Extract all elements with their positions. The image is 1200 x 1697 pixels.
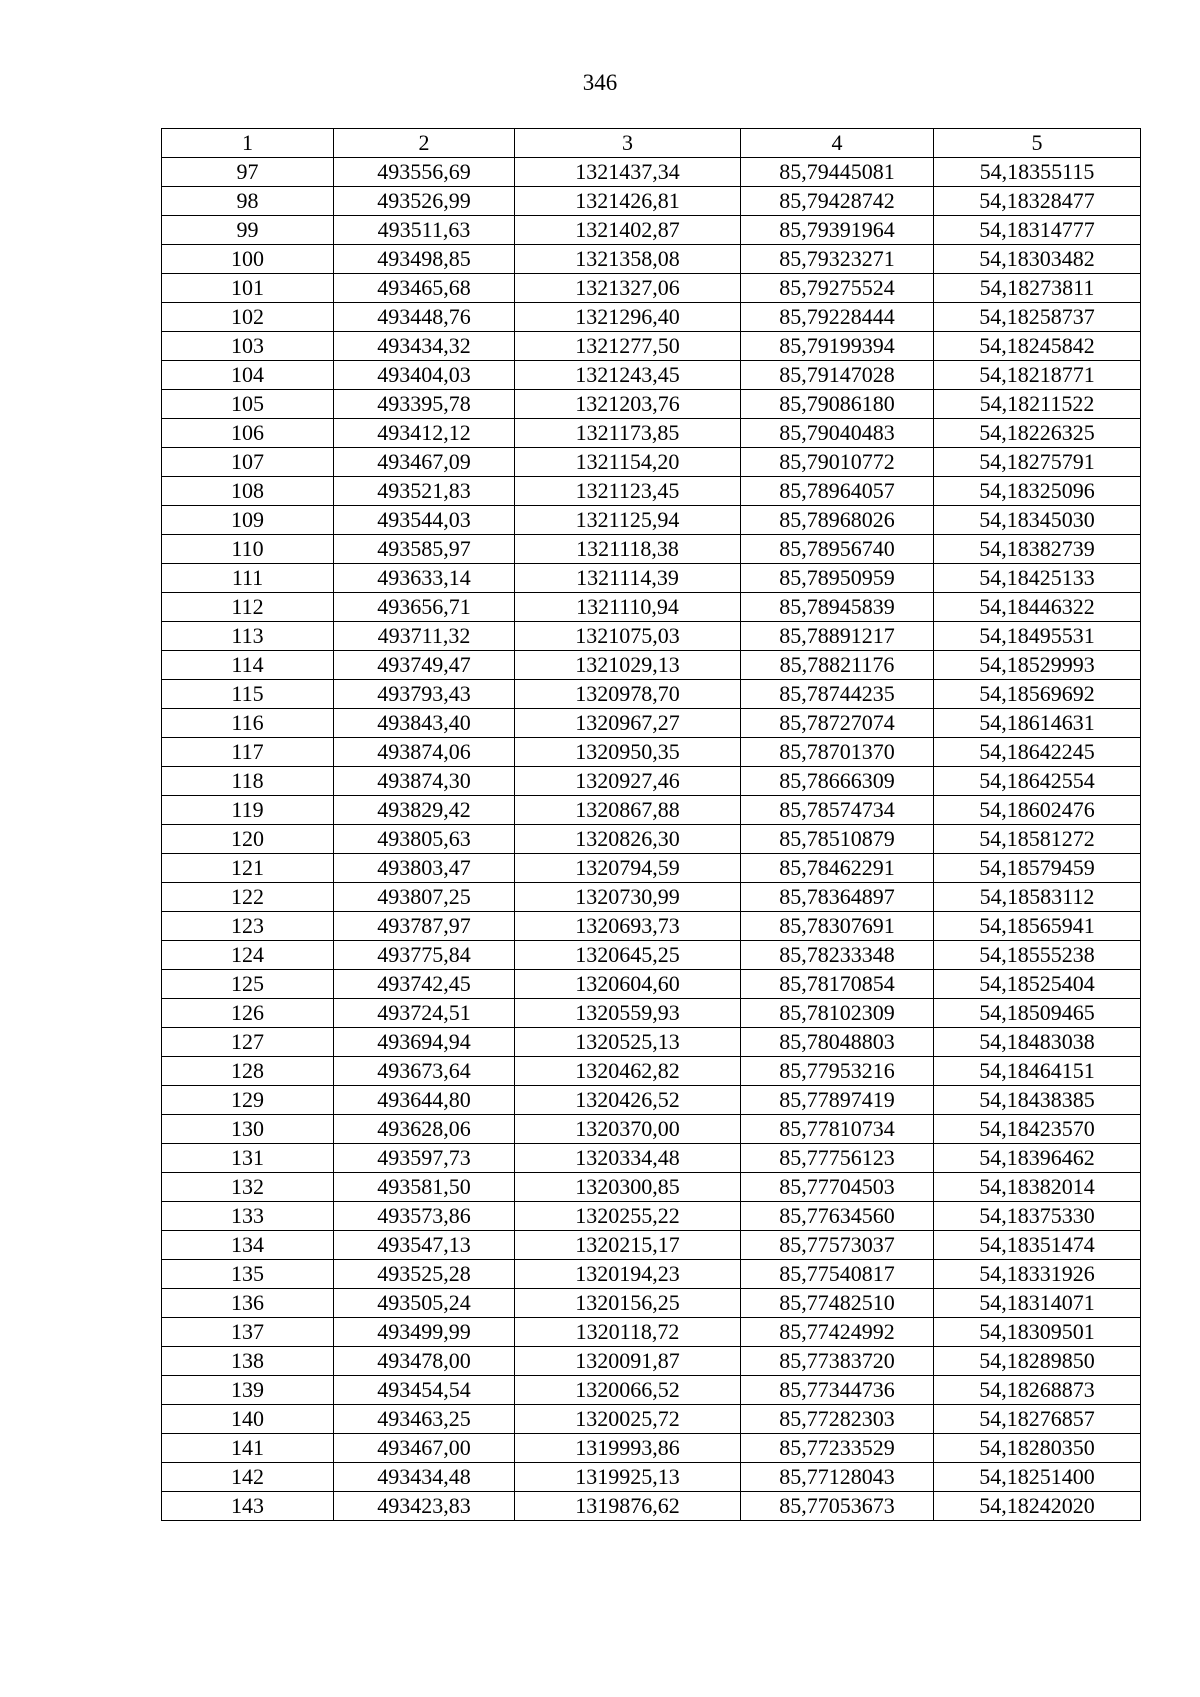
table-row <box>162 796 1141 825</box>
longitude-cell: 85,78945839 <box>741 593 934 622</box>
y-coordinate-cell: 1321118,38 <box>515 535 741 564</box>
point-number-cell: 116 <box>162 709 334 738</box>
latitude-cell: 54,18245842 <box>934 332 1141 361</box>
latitude-cell: 54,18602476 <box>934 796 1141 825</box>
x-coordinate-cell: 493547,13 <box>334 1231 515 1260</box>
latitude-cell: 54,18276857 <box>934 1405 1141 1434</box>
point-number-cell: 114 <box>162 651 334 680</box>
latitude-cell: 54,18529993 <box>934 651 1141 680</box>
latitude-cell: 54,18642554 <box>934 767 1141 796</box>
x-coordinate-cell: 493711,32 <box>334 622 515 651</box>
point-number-cell: 120 <box>162 825 334 854</box>
latitude-cell: 54,18211522 <box>934 390 1141 419</box>
point-number-cell: 129 <box>162 1086 334 1115</box>
latitude-cell: 54,18355115 <box>934 158 1141 187</box>
point-number-cell: 136 <box>162 1289 334 1318</box>
latitude-cell: 54,18423570 <box>934 1115 1141 1144</box>
latitude-cell: 54,18303482 <box>934 245 1141 274</box>
y-coordinate-cell: 1320091,87 <box>515 1347 741 1376</box>
longitude-cell: 85,78701370 <box>741 738 934 767</box>
longitude-cell: 85,77540817 <box>741 1260 934 1289</box>
y-coordinate-cell: 1321437,34 <box>515 158 741 187</box>
table-row <box>162 448 1141 477</box>
point-number-cell: 142 <box>162 1463 334 1492</box>
latitude-cell: 54,18331926 <box>934 1260 1141 1289</box>
y-coordinate-cell: 1320730,99 <box>515 883 741 912</box>
point-number-cell: 135 <box>162 1260 334 1289</box>
y-coordinate-cell: 1321154,20 <box>515 448 741 477</box>
y-coordinate-cell: 1321110,94 <box>515 593 741 622</box>
y-coordinate-cell: 1320255,22 <box>515 1202 741 1231</box>
table-row <box>162 361 1141 390</box>
x-coordinate-cell: 493807,25 <box>334 883 515 912</box>
x-coordinate-cell: 493465,68 <box>334 274 515 303</box>
table-row <box>162 680 1141 709</box>
table-row <box>162 274 1141 303</box>
x-coordinate-cell: 493454,54 <box>334 1376 515 1405</box>
latitude-cell: 54,18218771 <box>934 361 1141 390</box>
latitude-cell: 54,18314777 <box>934 216 1141 245</box>
point-number-cell: 103 <box>162 332 334 361</box>
point-number-cell: 99 <box>162 216 334 245</box>
table-row <box>162 854 1141 883</box>
table-row <box>162 1347 1141 1376</box>
x-coordinate-cell: 493404,03 <box>334 361 515 390</box>
x-coordinate-cell: 493526,99 <box>334 187 515 216</box>
table-row <box>162 506 1141 535</box>
y-coordinate-cell: 1321296,40 <box>515 303 741 332</box>
latitude-cell: 54,18273811 <box>934 274 1141 303</box>
longitude-cell: 85,77953216 <box>741 1057 934 1086</box>
table-row <box>162 158 1141 187</box>
x-coordinate-cell: 493633,14 <box>334 564 515 593</box>
point-number-cell: 122 <box>162 883 334 912</box>
x-coordinate-cell: 493556,69 <box>334 158 515 187</box>
x-coordinate-cell: 493775,84 <box>334 941 515 970</box>
longitude-cell: 85,77282303 <box>741 1405 934 1434</box>
x-coordinate-cell: 493525,28 <box>334 1260 515 1289</box>
table-row <box>162 535 1141 564</box>
longitude-cell: 85,79391964 <box>741 216 934 245</box>
x-coordinate-cell: 493423,83 <box>334 1492 515 1521</box>
y-coordinate-cell: 1319876,62 <box>515 1492 741 1521</box>
longitude-cell: 85,77053673 <box>741 1492 934 1521</box>
x-coordinate-cell: 493434,32 <box>334 332 515 361</box>
table-row <box>162 419 1141 448</box>
longitude-cell: 85,77634560 <box>741 1202 934 1231</box>
point-number-cell: 104 <box>162 361 334 390</box>
latitude-cell: 54,18325096 <box>934 477 1141 506</box>
table-row <box>162 999 1141 1028</box>
x-coordinate-cell: 493656,71 <box>334 593 515 622</box>
longitude-cell: 85,79228444 <box>741 303 934 332</box>
table-row <box>162 912 1141 941</box>
longitude-cell: 85,79275524 <box>741 274 934 303</box>
longitude-cell: 85,78102309 <box>741 999 934 1028</box>
y-coordinate-cell: 1320194,23 <box>515 1260 741 1289</box>
table-row <box>162 1318 1141 1347</box>
latitude-cell: 54,18425133 <box>934 564 1141 593</box>
x-coordinate-cell: 493644,80 <box>334 1086 515 1115</box>
x-coordinate-cell: 493628,06 <box>334 1115 515 1144</box>
point-number-cell: 115 <box>162 680 334 709</box>
y-coordinate-cell: 1321123,45 <box>515 477 741 506</box>
latitude-cell: 54,18280350 <box>934 1434 1141 1463</box>
point-number-cell: 124 <box>162 941 334 970</box>
table-row <box>162 767 1141 796</box>
point-number-cell: 140 <box>162 1405 334 1434</box>
table-row <box>162 564 1141 593</box>
y-coordinate-cell: 1320927,46 <box>515 767 741 796</box>
longitude-cell: 85,79147028 <box>741 361 934 390</box>
table-row <box>162 390 1141 419</box>
point-number-cell: 123 <box>162 912 334 941</box>
latitude-cell: 54,18382014 <box>934 1173 1141 1202</box>
y-coordinate-cell: 1320867,88 <box>515 796 741 825</box>
x-coordinate-cell: 493505,24 <box>334 1289 515 1318</box>
point-number-cell: 118 <box>162 767 334 796</box>
x-coordinate-cell: 493843,40 <box>334 709 515 738</box>
longitude-cell: 85,78170854 <box>741 970 934 999</box>
longitude-cell: 85,78891217 <box>741 622 934 651</box>
longitude-cell: 85,77383720 <box>741 1347 934 1376</box>
y-coordinate-cell: 1321402,87 <box>515 216 741 245</box>
y-coordinate-cell: 1320300,85 <box>515 1173 741 1202</box>
y-coordinate-cell: 1320559,93 <box>515 999 741 1028</box>
longitude-cell: 85,79323271 <box>741 245 934 274</box>
point-number-cell: 131 <box>162 1144 334 1173</box>
x-coordinate-cell: 493793,43 <box>334 680 515 709</box>
x-coordinate-cell: 493521,83 <box>334 477 515 506</box>
y-coordinate-cell: 1320645,25 <box>515 941 741 970</box>
x-coordinate-cell: 493467,09 <box>334 448 515 477</box>
table-row <box>162 738 1141 767</box>
x-coordinate-cell: 493874,30 <box>334 767 515 796</box>
y-coordinate-cell: 1320525,13 <box>515 1028 741 1057</box>
x-coordinate-cell: 493395,78 <box>334 390 515 419</box>
longitude-cell: 85,78744235 <box>741 680 934 709</box>
latitude-cell: 54,18464151 <box>934 1057 1141 1086</box>
point-number-cell: 113 <box>162 622 334 651</box>
x-coordinate-cell: 493585,97 <box>334 535 515 564</box>
y-coordinate-cell: 1321277,50 <box>515 332 741 361</box>
longitude-cell: 85,78574734 <box>741 796 934 825</box>
y-coordinate-cell: 1320967,27 <box>515 709 741 738</box>
table-row <box>162 883 1141 912</box>
point-number-cell: 97 <box>162 158 334 187</box>
table-row <box>162 593 1141 622</box>
point-number-cell: 101 <box>162 274 334 303</box>
longitude-cell: 85,78821176 <box>741 651 934 680</box>
table-header <box>162 129 1141 158</box>
y-coordinate-cell: 1320604,60 <box>515 970 741 999</box>
y-coordinate-cell: 1320978,70 <box>515 680 741 709</box>
table-row <box>162 622 1141 651</box>
column-header: 4 <box>741 129 934 158</box>
y-coordinate-cell: 1320118,72 <box>515 1318 741 1347</box>
latitude-cell: 54,18226325 <box>934 419 1141 448</box>
point-number-cell: 108 <box>162 477 334 506</box>
x-coordinate-cell: 493499,99 <box>334 1318 515 1347</box>
y-coordinate-cell: 1319925,13 <box>515 1463 741 1492</box>
x-coordinate-cell: 493673,64 <box>334 1057 515 1086</box>
column-header: 3 <box>515 129 741 158</box>
table-row <box>162 303 1141 332</box>
table-row <box>162 1289 1141 1318</box>
longitude-cell: 85,78727074 <box>741 709 934 738</box>
x-coordinate-cell: 493787,97 <box>334 912 515 941</box>
y-coordinate-cell: 1320950,35 <box>515 738 741 767</box>
table-row <box>162 1202 1141 1231</box>
x-coordinate-cell: 493742,45 <box>334 970 515 999</box>
point-number-cell: 98 <box>162 187 334 216</box>
longitude-cell: 85,77810734 <box>741 1115 934 1144</box>
longitude-cell: 85,77704503 <box>741 1173 934 1202</box>
x-coordinate-cell: 493581,50 <box>334 1173 515 1202</box>
point-number-cell: 128 <box>162 1057 334 1086</box>
x-coordinate-cell: 493803,47 <box>334 854 515 883</box>
y-coordinate-cell: 1321327,06 <box>515 274 741 303</box>
longitude-cell: 85,77128043 <box>741 1463 934 1492</box>
latitude-cell: 54,18375330 <box>934 1202 1141 1231</box>
table-body <box>162 158 1141 1521</box>
x-coordinate-cell: 493724,51 <box>334 999 515 1028</box>
x-coordinate-cell: 493412,12 <box>334 419 515 448</box>
latitude-cell: 54,18569692 <box>934 680 1141 709</box>
y-coordinate-cell: 1321075,03 <box>515 622 741 651</box>
latitude-cell: 54,18483038 <box>934 1028 1141 1057</box>
coordinates-table <box>161 128 1141 1521</box>
point-number-cell: 117 <box>162 738 334 767</box>
longitude-cell: 85,79086180 <box>741 390 934 419</box>
x-coordinate-cell: 493434,48 <box>334 1463 515 1492</box>
point-number-cell: 134 <box>162 1231 334 1260</box>
y-coordinate-cell: 1320066,52 <box>515 1376 741 1405</box>
y-coordinate-cell: 1321426,81 <box>515 187 741 216</box>
longitude-cell: 85,78048803 <box>741 1028 934 1057</box>
x-coordinate-cell: 493544,03 <box>334 506 515 535</box>
y-coordinate-cell: 1321203,76 <box>515 390 741 419</box>
point-number-cell: 102 <box>162 303 334 332</box>
table-row <box>162 1115 1141 1144</box>
page-number: 346 <box>582 70 618 95</box>
table-row <box>162 1463 1141 1492</box>
latitude-cell: 54,18446322 <box>934 593 1141 622</box>
latitude-cell: 54,18525404 <box>934 970 1141 999</box>
table-row <box>162 332 1141 361</box>
x-coordinate-cell: 493467,00 <box>334 1434 515 1463</box>
longitude-cell: 85,78462291 <box>741 854 934 883</box>
table-row <box>162 1405 1141 1434</box>
y-coordinate-cell: 1320334,48 <box>515 1144 741 1173</box>
latitude-cell: 54,18555238 <box>934 941 1141 970</box>
point-number-cell: 100 <box>162 245 334 274</box>
longitude-cell: 85,78307691 <box>741 912 934 941</box>
latitude-cell: 54,18309501 <box>934 1318 1141 1347</box>
table-row <box>162 1231 1141 1260</box>
point-number-cell: 111 <box>162 564 334 593</box>
point-number-cell: 143 <box>162 1492 334 1521</box>
latitude-cell: 54,18328477 <box>934 187 1141 216</box>
table-row <box>162 1086 1141 1115</box>
table-row <box>162 477 1141 506</box>
x-coordinate-cell: 493597,73 <box>334 1144 515 1173</box>
y-coordinate-cell: 1320370,00 <box>515 1115 741 1144</box>
latitude-cell: 54,18314071 <box>934 1289 1141 1318</box>
point-number-cell: 137 <box>162 1318 334 1347</box>
x-coordinate-cell: 493805,63 <box>334 825 515 854</box>
table-row <box>162 1492 1141 1521</box>
latitude-cell: 54,18268873 <box>934 1376 1141 1405</box>
latitude-cell: 54,18289850 <box>934 1347 1141 1376</box>
x-coordinate-cell: 493463,25 <box>334 1405 515 1434</box>
y-coordinate-cell: 1321114,39 <box>515 564 741 593</box>
latitude-cell: 54,18509465 <box>934 999 1141 1028</box>
longitude-cell: 85,78233348 <box>741 941 934 970</box>
latitude-cell: 54,18565941 <box>934 912 1141 941</box>
x-coordinate-cell: 493829,42 <box>334 796 515 825</box>
point-number-cell: 133 <box>162 1202 334 1231</box>
x-coordinate-cell: 493874,06 <box>334 738 515 767</box>
column-header: 1 <box>162 129 334 158</box>
table-row <box>162 216 1141 245</box>
point-number-cell: 107 <box>162 448 334 477</box>
x-coordinate-cell: 493694,94 <box>334 1028 515 1057</box>
latitude-cell: 54,18242020 <box>934 1492 1141 1521</box>
point-number-cell: 132 <box>162 1173 334 1202</box>
y-coordinate-cell: 1321243,45 <box>515 361 741 390</box>
longitude-cell: 85,77756123 <box>741 1144 934 1173</box>
table-row <box>162 709 1141 738</box>
point-number-cell: 119 <box>162 796 334 825</box>
y-coordinate-cell: 1320025,72 <box>515 1405 741 1434</box>
y-coordinate-cell: 1321029,13 <box>515 651 741 680</box>
point-number-cell: 112 <box>162 593 334 622</box>
latitude-cell: 54,18642245 <box>934 738 1141 767</box>
y-coordinate-cell: 1320156,25 <box>515 1289 741 1318</box>
longitude-cell: 85,77897419 <box>741 1086 934 1115</box>
table-row <box>162 245 1141 274</box>
longitude-cell: 85,77573037 <box>741 1231 934 1260</box>
point-number-cell: 127 <box>162 1028 334 1057</box>
header-row <box>162 129 1141 158</box>
latitude-cell: 54,18258737 <box>934 303 1141 332</box>
longitude-cell: 85,78666309 <box>741 767 934 796</box>
point-number-cell: 141 <box>162 1434 334 1463</box>
longitude-cell: 85,77233529 <box>741 1434 934 1463</box>
latitude-cell: 54,18251400 <box>934 1463 1141 1492</box>
point-number-cell: 106 <box>162 419 334 448</box>
y-coordinate-cell: 1320215,17 <box>515 1231 741 1260</box>
longitude-cell: 85,77424992 <box>741 1318 934 1347</box>
latitude-cell: 54,18579459 <box>934 854 1141 883</box>
point-number-cell: 121 <box>162 854 334 883</box>
x-coordinate-cell: 493498,85 <box>334 245 515 274</box>
table-row <box>162 1434 1141 1463</box>
longitude-cell: 85,79199394 <box>741 332 934 361</box>
latitude-cell: 54,18396462 <box>934 1144 1141 1173</box>
table-row <box>162 1260 1141 1289</box>
table-row <box>162 1057 1141 1086</box>
x-coordinate-cell: 493749,47 <box>334 651 515 680</box>
longitude-cell: 85,79445081 <box>741 158 934 187</box>
x-coordinate-cell: 493573,86 <box>334 1202 515 1231</box>
point-number-cell: 139 <box>162 1376 334 1405</box>
longitude-cell: 85,78956740 <box>741 535 934 564</box>
y-coordinate-cell: 1321173,85 <box>515 419 741 448</box>
point-number-cell: 109 <box>162 506 334 535</box>
latitude-cell: 54,18275791 <box>934 448 1141 477</box>
longitude-cell: 85,78968026 <box>741 506 934 535</box>
latitude-cell: 54,18583112 <box>934 883 1141 912</box>
table-row <box>162 187 1141 216</box>
point-number-cell: 126 <box>162 999 334 1028</box>
latitude-cell: 54,18495531 <box>934 622 1141 651</box>
column-header: 2 <box>334 129 515 158</box>
y-coordinate-cell: 1321125,94 <box>515 506 741 535</box>
longitude-cell: 85,78964057 <box>741 477 934 506</box>
x-coordinate-cell: 493478,00 <box>334 1347 515 1376</box>
y-coordinate-cell: 1320826,30 <box>515 825 741 854</box>
y-coordinate-cell: 1320426,52 <box>515 1086 741 1115</box>
point-number-cell: 130 <box>162 1115 334 1144</box>
table-row <box>162 1376 1141 1405</box>
longitude-cell: 85,78950959 <box>741 564 934 593</box>
table-row <box>162 1144 1141 1173</box>
longitude-cell: 85,79040483 <box>741 419 934 448</box>
table-row <box>162 825 1141 854</box>
table-row <box>162 1028 1141 1057</box>
x-coordinate-cell: 493448,76 <box>334 303 515 332</box>
point-number-cell: 105 <box>162 390 334 419</box>
y-coordinate-cell: 1319993,86 <box>515 1434 741 1463</box>
y-coordinate-cell: 1321358,08 <box>515 245 741 274</box>
y-coordinate-cell: 1320693,73 <box>515 912 741 941</box>
longitude-cell: 85,78364897 <box>741 883 934 912</box>
y-coordinate-cell: 1320794,59 <box>515 854 741 883</box>
point-number-cell: 125 <box>162 970 334 999</box>
longitude-cell: 85,79010772 <box>741 448 934 477</box>
longitude-cell: 85,77344736 <box>741 1376 934 1405</box>
table-row <box>162 970 1141 999</box>
point-number-cell: 138 <box>162 1347 334 1376</box>
table-row <box>162 651 1141 680</box>
latitude-cell: 54,18351474 <box>934 1231 1141 1260</box>
latitude-cell: 54,18614631 <box>934 709 1141 738</box>
table-row <box>162 1173 1141 1202</box>
point-number-cell: 110 <box>162 535 334 564</box>
y-coordinate-cell: 1320462,82 <box>515 1057 741 1086</box>
latitude-cell: 54,18581272 <box>934 825 1141 854</box>
latitude-cell: 54,18345030 <box>934 506 1141 535</box>
x-coordinate-cell: 493511,63 <box>334 216 515 245</box>
longitude-cell: 85,78510879 <box>741 825 934 854</box>
longitude-cell: 85,79428742 <box>741 187 934 216</box>
longitude-cell: 85,77482510 <box>741 1289 934 1318</box>
table-row <box>162 941 1141 970</box>
latitude-cell: 54,18438385 <box>934 1086 1141 1115</box>
column-header: 5 <box>934 129 1141 158</box>
latitude-cell: 54,18382739 <box>934 535 1141 564</box>
